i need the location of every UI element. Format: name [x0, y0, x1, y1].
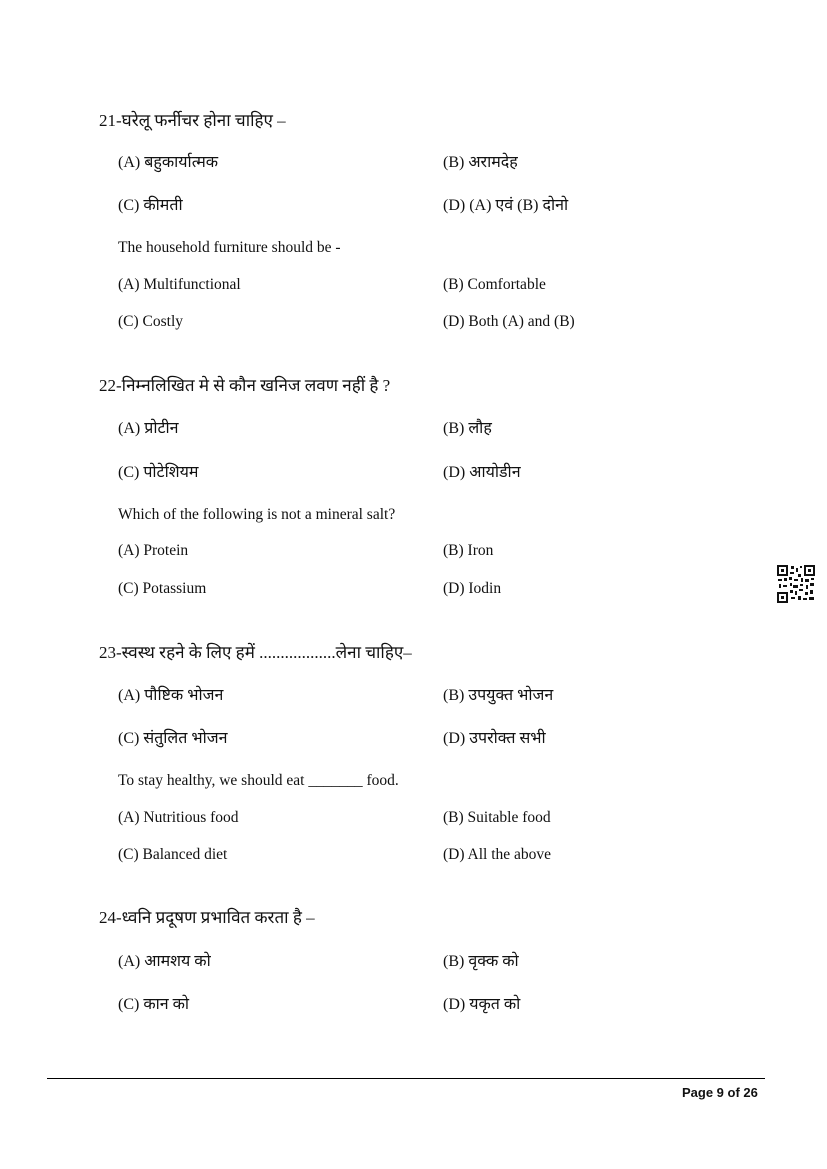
q22-hindi-option-c: (C) पोटेशियम [118, 464, 199, 481]
q24-hindi-option-d: (D) यकृत को [443, 996, 521, 1013]
q23-hindi-option-c: (C) संतुलित भोजन [118, 730, 228, 747]
q21-english-option-a: (A) Multifunctional [118, 276, 241, 293]
qr-code-icon [777, 565, 815, 603]
question-22-english: Which of the following is not a mineral salt? [118, 506, 396, 523]
q24-hindi-option-b: (B) वृक्क को [443, 953, 519, 970]
q23-english-option-c: (C) Balanced diet [118, 846, 228, 863]
question-21-hindi: 21-घरेलू फर्नीचर होना चाहिए – [99, 111, 286, 130]
footer-divider [47, 1078, 765, 1079]
q21-english-option-b: (B) Comfortable [443, 276, 546, 293]
q22-hindi-option-a: (A) प्रोटीन [118, 420, 179, 437]
question-24-hindi: 24-ध्वनि प्रदूषण प्रभावित करता है – [99, 908, 315, 927]
q22-english-option-a: (A) Protein [118, 542, 189, 559]
q23-english-option-a: (A) Nutritious food [118, 809, 239, 826]
q23-hindi-option-b: (B) उपयुक्त भोजन [443, 687, 554, 704]
q21-hindi-option-b: (B) अरामदेह [443, 154, 518, 171]
q23-hindi-option-d: (D) उपरोक्त सभी [443, 730, 546, 747]
q21-hindi-option-c: (C) कीमती [118, 197, 183, 214]
q21-hindi-option-d: (D) (A) एवं (B) दोनो [443, 197, 569, 214]
q21-english-option-d: (D) Both (A) and (B) [443, 313, 575, 330]
q23-hindi-option-a: (A) पौष्टिक भोजन [118, 687, 224, 704]
q22-english-option-b: (B) Iron [443, 542, 494, 559]
q23-english-option-d: (D) All the above [443, 846, 552, 863]
question-21-english: The household furniture should be - [118, 239, 341, 256]
question-23-hindi: 23-स्वस्थ रहने के लिए हमें ..................लेना चाहिए– [99, 643, 412, 662]
q23-english-option-b: (B) Suitable food [443, 809, 551, 826]
q22-hindi-option-d: (D) आयोडीन [443, 464, 521, 481]
q21-english-option-c: (C) Costly [118, 313, 184, 330]
q22-english-option-c: (C) Potassium [118, 580, 207, 597]
q24-hindi-option-a: (A) आमशय को [118, 953, 211, 970]
question-22-hindi: 22-निम्नलिखित मे से कौन खनिज लवण नहीं है ? [99, 376, 391, 395]
q22-hindi-option-b: (B) लौह [443, 420, 492, 437]
question-23-english: To stay healthy, we should eat _______ food. [118, 772, 399, 789]
q22-english-option-d: (D) Iodin [443, 580, 502, 597]
q24-hindi-option-c: (C) कान को [118, 996, 190, 1013]
q21-hindi-option-a: (A) बहुकार्यात्मक [118, 154, 219, 171]
page-number: Page 9 of 26 [682, 1085, 758, 1100]
